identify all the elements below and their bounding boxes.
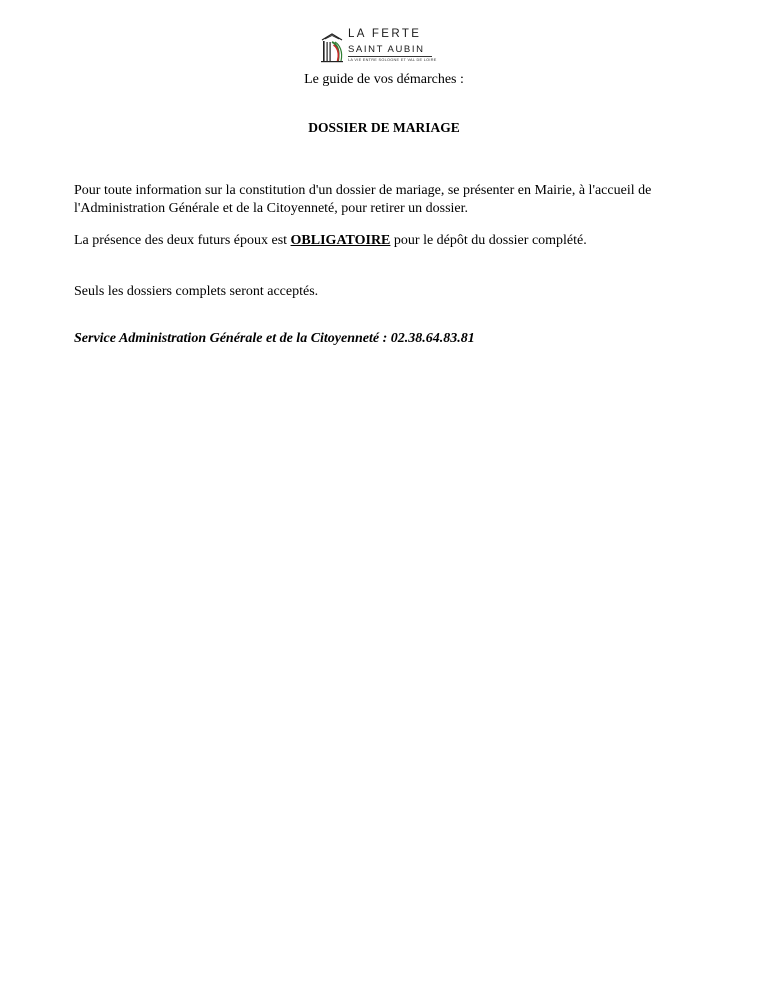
service-contact: Service Administration Générale et de la Citoyenneté : 02.38.64.83.81 <box>74 331 475 346</box>
info-paragraph: Pour toute information sur la constitution d'un dossier de mariage, se présenter en Mairie, à l'accueil de l'Administration Générale et de la Citoyenneté, pour retirer un dossier. <box>74 183 652 216</box>
logo-tagline: LA VIE ENTRE SOLOGNE ET VAL DE LOIRE <box>348 58 437 62</box>
presence-paragraph <box>74 232 714 250</box>
logo-divider <box>348 56 432 57</box>
logo-name-line2: SAINT AUBIN <box>348 44 425 55</box>
page-subtitle: Le guide de vos démarches : <box>304 72 464 87</box>
presence-text-before: La présence des deux futurs époux est <box>74 233 291 248</box>
presence-text-after: pour le dépôt du dossier complété. <box>390 233 587 248</box>
logo-name-line1: LA FERTE <box>348 28 422 40</box>
page-title: DOSSIER DE MARIAGE <box>308 120 460 135</box>
obligatoire-emphasis: OBLIGATOIRE <box>290 233 391 248</box>
town-logo <box>318 28 448 68</box>
complete-files-paragraph: Seuls les dossiers complets seront acceptés. <box>74 284 319 299</box>
castle-icon <box>318 28 348 68</box>
